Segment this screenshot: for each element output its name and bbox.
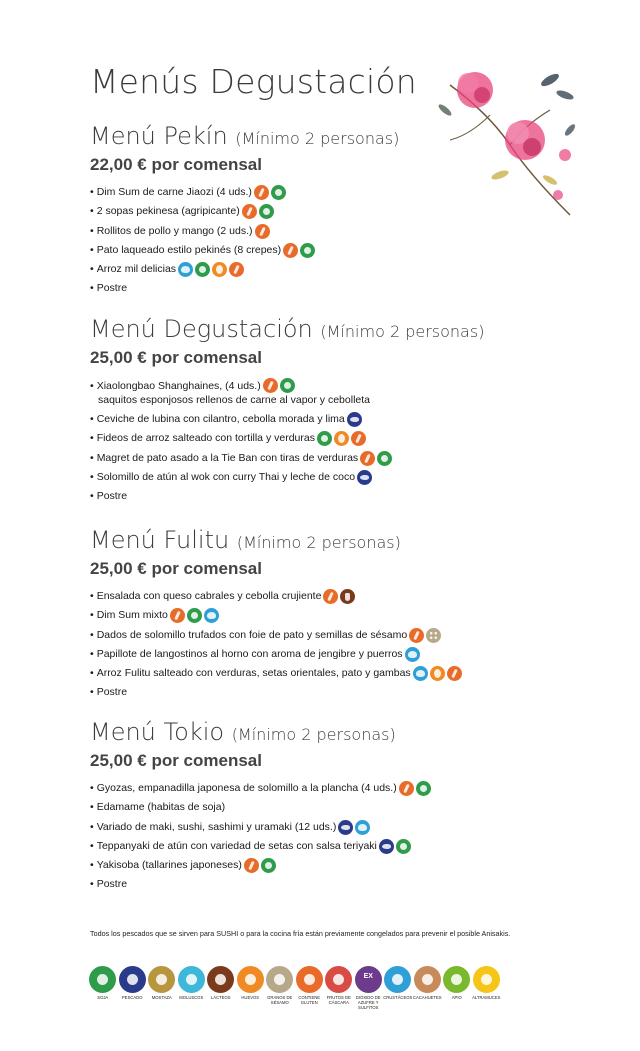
- soja-allergen-icon: [300, 243, 315, 258]
- crustaceos-allergen-icon: [204, 608, 219, 623]
- dish-name: Solomillo de atún al wok con curry Thai y leche de coco: [96, 470, 356, 483]
- dish-item: [90, 818, 610, 837]
- gluten-allergen-icon: [323, 589, 338, 604]
- bullet: •: [90, 647, 94, 660]
- gluten-allergen-icon: [409, 628, 424, 643]
- legend-item-crustaceos: [383, 966, 413, 1010]
- legend-label: LÁCTEOS: [210, 995, 231, 1000]
- moluscos-icon: [178, 966, 205, 993]
- legend-item-gluten: [295, 966, 325, 1010]
- bullet: •: [90, 686, 94, 699]
- soja-allergen-icon: [271, 185, 286, 200]
- bullet: •: [90, 243, 94, 256]
- legend-label: HUEVOS: [241, 995, 260, 1000]
- cacahuetes-icon: [414, 966, 441, 993]
- crustaceos-allergen-icon: [405, 647, 420, 662]
- dish-name: Xiaolongbao Shanghaines, (4 uds.): [96, 379, 261, 392]
- bullet: •: [90, 432, 94, 445]
- sulfitos-badge-text: EX: [363, 973, 373, 980]
- dish-item: [90, 260, 610, 279]
- dish-name: Gyozas, empanadilla japonesa de solomillo a la plancha (4 uds.): [96, 782, 397, 794]
- gluten-allergen-icon: [242, 204, 257, 219]
- dish-name: 2 sopas pekinesa (agripicante): [96, 205, 240, 218]
- gluten-allergen-icon: [360, 451, 375, 466]
- altramuces-icon: [473, 966, 500, 993]
- gluten-allergen-icon: [255, 224, 270, 239]
- legend-label: GRANOS DE SÉSAMO: [267, 995, 293, 1005]
- legend-item-mostaza: [147, 966, 177, 1010]
- legend-item-frutos-cascara: [324, 966, 354, 1010]
- legend-item-apio: [442, 966, 472, 1010]
- dish-list: [90, 779, 610, 895]
- dish-item: [90, 468, 610, 487]
- soja-allergen-icon: [195, 262, 210, 277]
- bullet: •: [90, 590, 94, 602]
- menu-title: Menú Fulitu (Mínimo 2 personas): [90, 526, 401, 554]
- bullet: •: [90, 782, 94, 794]
- dish-item: [90, 449, 610, 468]
- dish-item: [90, 202, 610, 221]
- legend-label: APIO: [451, 995, 462, 1000]
- bullet: •: [90, 282, 94, 295]
- dish-item: [90, 875, 610, 894]
- bullet: •: [90, 839, 94, 852]
- soja-allergen-icon: [187, 608, 202, 623]
- pescado-allergen-icon: [357, 470, 372, 485]
- dish-name: Postre: [96, 490, 128, 503]
- dish-item: [90, 645, 610, 664]
- bullet: •: [90, 490, 94, 503]
- lacteos-allergen-icon: [340, 589, 355, 604]
- dish-item: [90, 183, 610, 202]
- dish-item: [90, 856, 610, 875]
- dish-item: [90, 487, 610, 506]
- bullet: •: [90, 224, 94, 237]
- legend-item-lacteos: [206, 966, 236, 1010]
- menu-section-fulitu: [90, 526, 610, 703]
- crustaceos-allergen-icon: [413, 666, 428, 681]
- apio-icon: [443, 966, 470, 993]
- menu-section-degustacion: [90, 315, 610, 506]
- dish-item: [90, 279, 610, 298]
- huevos-allergen-icon: [212, 262, 227, 277]
- menu-title: Menú Degustación (Mínimo 2 personas): [90, 315, 485, 343]
- bullet: •: [90, 820, 94, 833]
- dish-description: saquitos esponjosos rellenos de carne al vapor y cebolleta: [98, 394, 371, 406]
- bullet: •: [90, 628, 94, 641]
- menu-title: Menú Tokio (Mínimo 2 personas): [90, 718, 396, 746]
- gluten-allergen-icon: [447, 666, 462, 681]
- legend-item-soja: [88, 966, 118, 1010]
- legend-item-sulfitos: [354, 966, 384, 1010]
- legend-label: PESCADO: [122, 995, 143, 1000]
- dish-name: Dim Sum de carne Jiaozi (4 uds.): [96, 186, 252, 198]
- gluten-allergen-icon: [283, 243, 298, 258]
- gluten-allergen-icon: [229, 262, 244, 277]
- dish-name: Ensalada con queso cabrales y cebolla crujiente: [96, 590, 322, 602]
- crustaceos-allergen-icon: [355, 820, 370, 835]
- legend-label: CRUSTÁCEOS: [383, 995, 413, 1000]
- dish-name: Dim Sum mixto: [96, 609, 168, 622]
- legend-item-cacahuetes: [413, 966, 443, 1010]
- gluten-allergen-icon: [399, 781, 414, 796]
- dish-item: [90, 664, 610, 683]
- sulfitos-icon: [355, 966, 382, 993]
- soja-allergen-icon: [416, 781, 431, 796]
- pescado-allergen-icon: [379, 839, 394, 854]
- pescado-allergen-icon: [347, 412, 362, 427]
- gluten-icon: [296, 966, 323, 993]
- dish-item: [90, 798, 610, 817]
- dish-name: Postre: [96, 878, 128, 891]
- legend-item-sesamo: [265, 966, 295, 1010]
- dish-list: [90, 183, 610, 299]
- legend-label: CACAHUETES: [412, 995, 442, 1000]
- allergen-legend: [88, 966, 568, 1010]
- mostaza-icon: [148, 966, 175, 993]
- soja-allergen-icon: [396, 839, 411, 854]
- menu-price: 25,00 € por comensal: [90, 348, 262, 367]
- menu-section-pekin: [90, 122, 610, 299]
- soja-allergen-icon: [377, 451, 392, 466]
- bullet: •: [90, 379, 94, 392]
- bullet: •: [90, 859, 94, 872]
- bullet: •: [90, 801, 94, 814]
- menu-section-tokio: [90, 718, 610, 895]
- legend-label: ALTRAMUCES: [472, 995, 501, 1000]
- legend-label: DIÓXIDO DE AZUFRE Y SULFITOS: [355, 995, 381, 1010]
- dish-name: Postre: [96, 686, 128, 699]
- page-title: Menús Degustación: [90, 62, 417, 101]
- crustaceos-allergen-icon: [178, 262, 193, 277]
- pescado-allergen-icon: [338, 820, 353, 835]
- bullet: •: [90, 413, 94, 425]
- gluten-allergen-icon: [351, 431, 366, 446]
- huevos-allergen-icon: [430, 666, 445, 681]
- dish-name: Ceviche de lubina con cilantro, cebolla morada y lima: [96, 413, 345, 425]
- legend-item-huevos: [236, 966, 266, 1010]
- pescado-icon: [119, 966, 146, 993]
- soja-allergen-icon: [280, 378, 295, 393]
- dish-name: Pato laqueado estilo pekinés (8 crepes): [96, 243, 282, 256]
- legend-label: FRUTOS DE CÁSCARA: [326, 995, 351, 1005]
- legend-label: MOLUSCOS: [179, 995, 204, 1000]
- dish-list: [90, 587, 610, 703]
- dish-item: [90, 606, 610, 625]
- dish-name: Rollitos de pollo y mango (2 uds.): [96, 224, 253, 237]
- dish-item: [90, 241, 610, 260]
- gluten-allergen-icon: [263, 378, 278, 393]
- dish-name: Teppanyaki de atún con variedad de setas con salsa teriyaki: [96, 839, 377, 852]
- dish-name: Edamame (habitas de soja): [96, 801, 226, 814]
- bullet: •: [90, 609, 94, 622]
- menu-price: 25,00 € por comensal: [90, 751, 262, 770]
- huevos-allergen-icon: [334, 431, 349, 446]
- dish-name: Variado de maki, sushi, sashimi y uramaki (12 uds.): [96, 820, 337, 833]
- dish-item: [90, 587, 610, 606]
- dish-item: [90, 410, 610, 429]
- soja-icon: [89, 966, 116, 993]
- dish-name: Postre: [96, 282, 128, 295]
- dish-item: [90, 222, 610, 241]
- bullet: •: [90, 667, 94, 680]
- lacteos-icon: [207, 966, 234, 993]
- frutos-cascara-icon: [325, 966, 352, 993]
- legend-label: SOJA: [97, 995, 109, 1000]
- dish-item: [90, 779, 610, 798]
- dish-name: Fideos de arroz salteado con tortilla y verduras: [96, 432, 315, 445]
- huevos-icon: [237, 966, 264, 993]
- bullet: •: [90, 263, 94, 276]
- menu-price: 22,00 € por comensal: [90, 155, 262, 174]
- dish-item: [90, 429, 610, 448]
- dish-item: [90, 376, 610, 410]
- dish-list: [90, 376, 610, 506]
- bullet: •: [90, 186, 94, 198]
- dish-name: Arroz Fulitu salteado con verduras, setas orientales, pato y gambas: [96, 667, 411, 680]
- crustaceos-icon: [384, 966, 411, 993]
- menu-title: Menú Pekín (Mínimo 2 personas): [90, 122, 400, 150]
- legend-item-pescado: [118, 966, 148, 1010]
- bullet: •: [90, 451, 94, 464]
- bullet: •: [90, 878, 94, 891]
- gluten-allergen-icon: [254, 185, 269, 200]
- soja-allergen-icon: [317, 431, 332, 446]
- soja-allergen-icon: [259, 204, 274, 219]
- sesamo-icon: [266, 966, 293, 993]
- menu-price: 25,00 € por comensal: [90, 559, 262, 578]
- dish-name: Dados de solomillo trufados con foie de pato y semillas de sésamo: [96, 628, 408, 641]
- legend-item-moluscos: [177, 966, 207, 1010]
- gluten-allergen-icon: [244, 858, 259, 873]
- anisakis-note: Todos los pescados que se sirven para SUSHI o para la cocina fría están previamente congelados para prevenir el posible Anisakis.: [90, 929, 511, 938]
- sesamo-allergen-icon: [426, 628, 441, 643]
- legend-label: MOSTAZA: [151, 995, 172, 1000]
- dish-item: [90, 837, 610, 856]
- bullet: •: [90, 470, 94, 483]
- dish-name: Arroz mil delicias: [96, 263, 177, 276]
- dish-item: [90, 626, 610, 645]
- dish-name: Magret de pato asado a la Tie Ban con tiras de verduras: [96, 451, 359, 464]
- legend-label: CONTIENE GLUTEN: [298, 995, 321, 1005]
- dish-name: Papillote de langostinos al horno con aroma de jengibre y puerros: [96, 647, 403, 660]
- dish-name: Yakisoba (tallarines japoneses): [96, 859, 242, 872]
- dish-item: [90, 683, 610, 702]
- bullet: •: [90, 205, 94, 218]
- legend-item-altramuces: [472, 966, 502, 1010]
- soja-allergen-icon: [261, 858, 276, 873]
- gluten-allergen-icon: [170, 608, 185, 623]
